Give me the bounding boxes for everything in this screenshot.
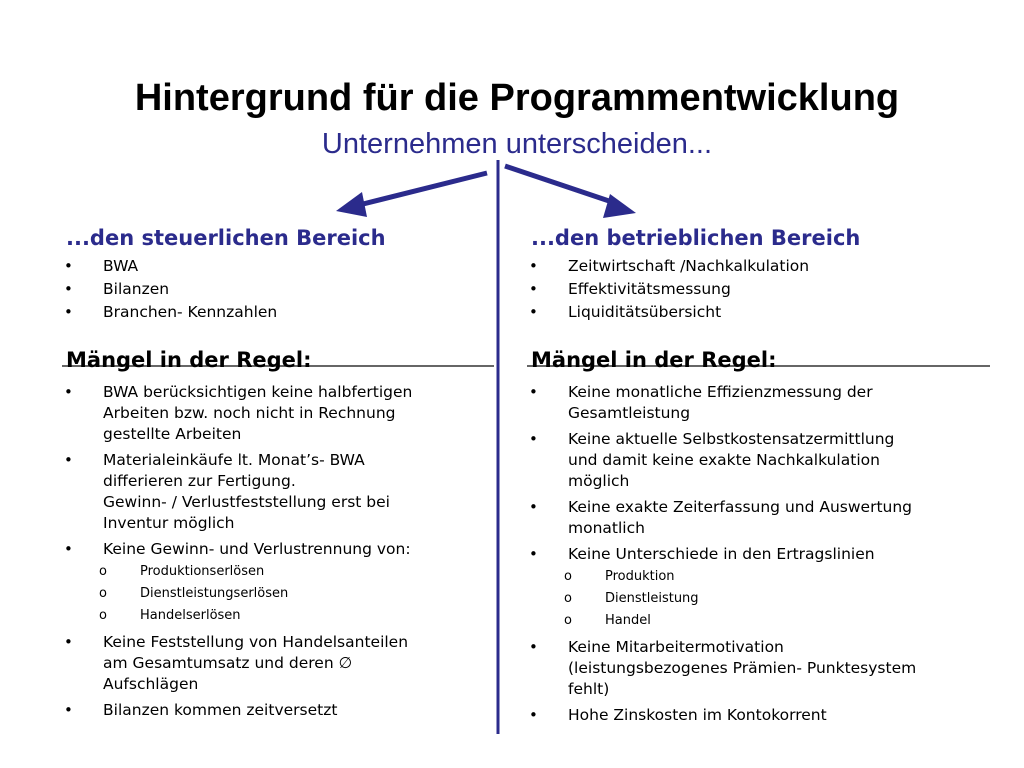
item-line: monatlich [568, 519, 645, 537]
left-sub-list [103, 561, 486, 627]
item-line: fehlt) [568, 680, 610, 698]
item-line: differieren zur Fertigung. [103, 472, 296, 490]
right-mangel-item [531, 382, 986, 424]
left-area-item: • BWA [66, 256, 486, 277]
item-line: Keine aktuelle Selbstkostensatzermittlung [568, 430, 895, 448]
item-line: Hohe Zinskosten im Kontokorrent [568, 706, 827, 724]
sub-item: o Produktionserlösen [95, 561, 486, 583]
right-mangel-item [531, 497, 986, 539]
item-line: Keine exakte Zeiterfassung und Auswertung [568, 498, 913, 516]
item-line: Keine Mitarbeitermotivation [568, 638, 784, 656]
left-mangel-item [66, 450, 486, 534]
item-line: Arbeiten bzw. noch nicht in Rechnung [103, 404, 396, 422]
item-line: (leistungsbezogenes Prämien- Punktesystem [568, 659, 917, 677]
item-line: Aufschlägen [103, 675, 199, 693]
sub-item: o Dienstleistungserlösen [95, 583, 486, 605]
item-line: Keine Gewinn- und Verlustrennung von: [103, 540, 411, 558]
right-column [531, 224, 986, 731]
item-line: BWA berücksichtigen keine halbfertigen [103, 383, 413, 401]
left-area-item: • Branchen- Kennzahlen [66, 302, 486, 323]
item-line: am Gesamtumsatz und deren ∅ [103, 654, 353, 672]
item-line: Keine monatliche Effizienzmessung der [568, 383, 873, 401]
right-area-item: • Effektivitätsmessung [531, 279, 986, 300]
right-mangel-item [531, 544, 986, 632]
right-mangel-item [531, 429, 986, 492]
left-mangel-heading: Mängel in der Regel: [66, 348, 312, 372]
right-arrow-icon [603, 194, 636, 218]
sub-item: o Handel [560, 610, 986, 632]
sub-item: o Dienstleistung [560, 588, 986, 610]
left-column [66, 224, 486, 726]
sub-item: o Produktion [560, 566, 986, 588]
right-arrow-shaft [505, 166, 618, 204]
item-line: Keine Feststellung von Handelsanteilen [103, 633, 409, 651]
item-line: und damit keine exakte Nachkalkulation [568, 451, 880, 469]
right-mangel-item [531, 637, 986, 700]
right-area-heading: ...den betrieblichen Bereich [531, 226, 861, 250]
left-area-list [66, 256, 486, 323]
item-line: Gesamtleistung [568, 404, 691, 422]
left-area-heading: ...den steuerlichen Bereich [66, 226, 386, 250]
left-mangel-list [66, 382, 486, 721]
left-arrow-shaft [355, 173, 487, 206]
left-arrow-icon [336, 192, 367, 217]
right-sub-list [568, 566, 986, 632]
slide-title: Hintergrund für die Programmentwicklung [134, 77, 900, 119]
right-area-list [531, 256, 986, 323]
right-area-item: • Liquiditätsübersicht [531, 302, 986, 323]
item-line: Inventur möglich [103, 514, 235, 532]
right-mangel-item [531, 705, 986, 726]
item-line: Keine Unterschiede in den Ertragslinien [568, 545, 875, 563]
item-line: gestellte Arbeiten [103, 425, 242, 443]
slide-subtitle: Unternehmen unterscheiden... [321, 128, 713, 160]
right-mangel-heading: Mängel in der Regel: [531, 348, 777, 372]
left-area-item: • Bilanzen [66, 279, 486, 300]
item-line: möglich [568, 472, 630, 490]
item-line: Materialeinkäufe lt. Monat’s- BWA [103, 451, 365, 469]
left-mangel-item [66, 700, 486, 721]
left-mangel-item [66, 632, 486, 695]
item-line: Bilanzen kommen zeitversetzt [103, 701, 338, 719]
right-area-item: • Zeitwirtschaft /Nachkalkulation [531, 256, 986, 277]
left-mangel-item [66, 382, 486, 445]
sub-item: o Handelserlösen [95, 605, 486, 627]
left-mangel-item [66, 539, 486, 627]
right-mangel-list [531, 382, 986, 726]
item-line: Gewinn- / Verlustfeststellung erst bei [103, 493, 390, 511]
